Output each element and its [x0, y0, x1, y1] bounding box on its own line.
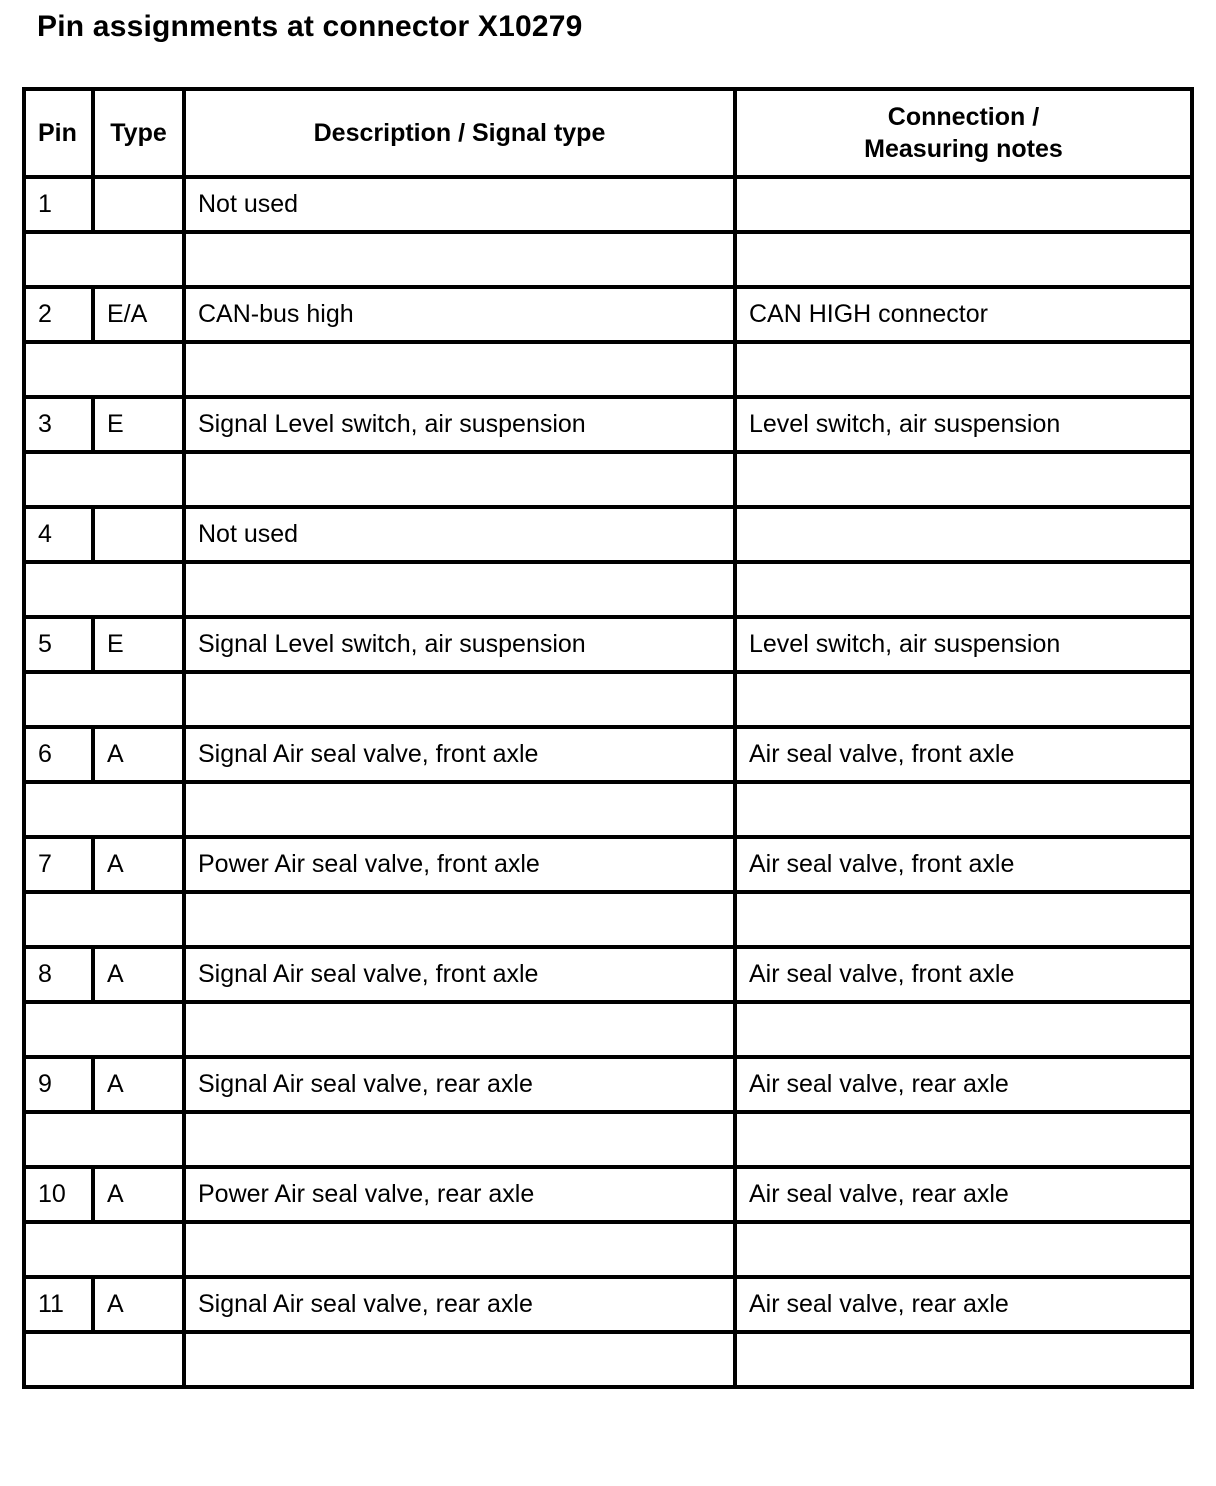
spacer-cell-description: [184, 1222, 735, 1277]
cell-pin: 2: [24, 287, 93, 342]
table-row: [24, 1167, 1192, 1222]
cell-type: A: [93, 837, 184, 892]
spacer-cell-connection: [735, 1222, 1192, 1277]
spacer-cell-connection: [735, 342, 1192, 397]
table-row: [24, 397, 1192, 452]
spacer-cell-connection: [735, 1002, 1192, 1057]
cell-pin: 8: [24, 947, 93, 1002]
cell-type: E: [93, 397, 184, 452]
cell-connection: [735, 507, 1192, 562]
spacer-cell-pin-type: [24, 452, 184, 507]
spacer-row: [24, 782, 1192, 837]
cell-connection: Air seal valve, rear axle: [735, 1057, 1192, 1112]
cell-description: Signal Level switch, air suspension: [184, 617, 735, 672]
spacer-cell-description: [184, 1002, 735, 1057]
table-row: [24, 1277, 1192, 1332]
cell-pin: 11: [24, 1277, 93, 1332]
table-header-row: [24, 89, 1192, 177]
spacer-cell-pin-type: [24, 232, 184, 287]
cell-pin: 3: [24, 397, 93, 452]
cell-pin: 10: [24, 1167, 93, 1222]
spacer-cell-pin-type: [24, 562, 184, 617]
cell-description: Signal Air seal valve, rear axle: [184, 1057, 735, 1112]
cell-connection: Level switch, air suspension: [735, 397, 1192, 452]
spacer-cell-pin-type: [24, 1002, 184, 1057]
spacer-row: [24, 1002, 1192, 1057]
cell-description: Signal Air seal valve, front axle: [184, 947, 735, 1002]
spacer-row: [24, 1112, 1192, 1167]
header-pin: Pin: [24, 89, 93, 177]
spacer-cell-description: [184, 1112, 735, 1167]
cell-description: Signal Level switch, air suspension: [184, 397, 735, 452]
spacer-cell-connection: [735, 1112, 1192, 1167]
spacer-cell-description: [184, 232, 735, 287]
page-title: Pin assignments at connector X10279: [37, 10, 583, 43]
spacer-cell-pin-type: [24, 1332, 184, 1387]
spacer-cell-pin-type: [24, 892, 184, 947]
spacer-cell-pin-type: [24, 672, 184, 727]
cell-pin: 6: [24, 727, 93, 782]
cell-connection: CAN HIGH connector: [735, 287, 1192, 342]
header-connection-line1: Connection /: [887, 103, 1040, 131]
spacer-cell-description: [184, 782, 735, 837]
spacer-cell-pin-type: [24, 342, 184, 397]
cell-connection: [735, 177, 1192, 232]
cell-connection: Air seal valve, front axle: [735, 947, 1192, 1002]
cell-connection: Air seal valve, front axle: [735, 727, 1192, 782]
spacer-cell-connection: [735, 562, 1192, 617]
header-connection-line2: Measuring notes: [864, 135, 1063, 163]
spacer-cell-connection: [735, 892, 1192, 947]
table-row: [24, 287, 1192, 342]
table-row: [24, 507, 1192, 562]
cell-type: E/A: [93, 287, 184, 342]
cell-type: [93, 507, 184, 562]
cell-connection: Air seal valve, rear axle: [735, 1167, 1192, 1222]
table-row: [24, 947, 1192, 1002]
spacer-row: [24, 1332, 1192, 1387]
table-row: [24, 727, 1192, 782]
spacer-cell-connection: [735, 452, 1192, 507]
pin-assignment-table: [22, 87, 1194, 1389]
spacer-cell-description: [184, 562, 735, 617]
spacer-cell-description: [184, 452, 735, 507]
spacer-row: [24, 672, 1192, 727]
cell-type: E: [93, 617, 184, 672]
cell-pin: 5: [24, 617, 93, 672]
spacer-cell-pin-type: [24, 1222, 184, 1277]
spacer-cell-connection: [735, 232, 1192, 287]
cell-connection: Air seal valve, front axle: [735, 837, 1192, 892]
cell-description: Signal Air seal valve, front axle: [184, 727, 735, 782]
spacer-cell-connection: [735, 782, 1192, 837]
cell-type: A: [93, 727, 184, 782]
spacer-cell-connection: [735, 672, 1192, 727]
cell-pin: 1: [24, 177, 93, 232]
spacer-row: [24, 452, 1192, 507]
spacer-cell-connection: [735, 1332, 1192, 1387]
cell-connection: Level switch, air suspension: [735, 617, 1192, 672]
cell-description: Not used: [184, 507, 735, 562]
table-body: [24, 177, 1192, 1387]
cell-type: A: [93, 947, 184, 1002]
table-row: [24, 177, 1192, 232]
cell-description: Signal Air seal valve, rear axle: [184, 1277, 735, 1332]
spacer-row: [24, 1222, 1192, 1277]
header-type: Type: [93, 89, 184, 177]
table-row: [24, 1057, 1192, 1112]
spacer-cell-description: [184, 892, 735, 947]
spacer-cell-pin-type: [24, 782, 184, 837]
cell-type: [93, 177, 184, 232]
cell-description: Not used: [184, 177, 735, 232]
spacer-row: [24, 892, 1192, 947]
spacer-cell-description: [184, 342, 735, 397]
table-row: [24, 617, 1192, 672]
header-connection: [735, 89, 1192, 177]
cell-pin: 4: [24, 507, 93, 562]
spacer-row: [24, 232, 1192, 287]
cell-pin: 9: [24, 1057, 93, 1112]
cell-description: Power Air seal valve, front axle: [184, 837, 735, 892]
spacer-row: [24, 342, 1192, 397]
cell-connection: Air seal valve, rear axle: [735, 1277, 1192, 1332]
cell-type: A: [93, 1167, 184, 1222]
spacer-cell-description: [184, 1332, 735, 1387]
spacer-cell-description: [184, 672, 735, 727]
cell-type: A: [93, 1277, 184, 1332]
header-description: Description / Signal type: [184, 89, 735, 177]
cell-description: CAN-bus high: [184, 287, 735, 342]
table-row: [24, 837, 1192, 892]
cell-type: A: [93, 1057, 184, 1112]
cell-pin: 7: [24, 837, 93, 892]
spacer-row: [24, 562, 1192, 617]
spacer-cell-pin-type: [24, 1112, 184, 1167]
cell-description: Power Air seal valve, rear axle: [184, 1167, 735, 1222]
